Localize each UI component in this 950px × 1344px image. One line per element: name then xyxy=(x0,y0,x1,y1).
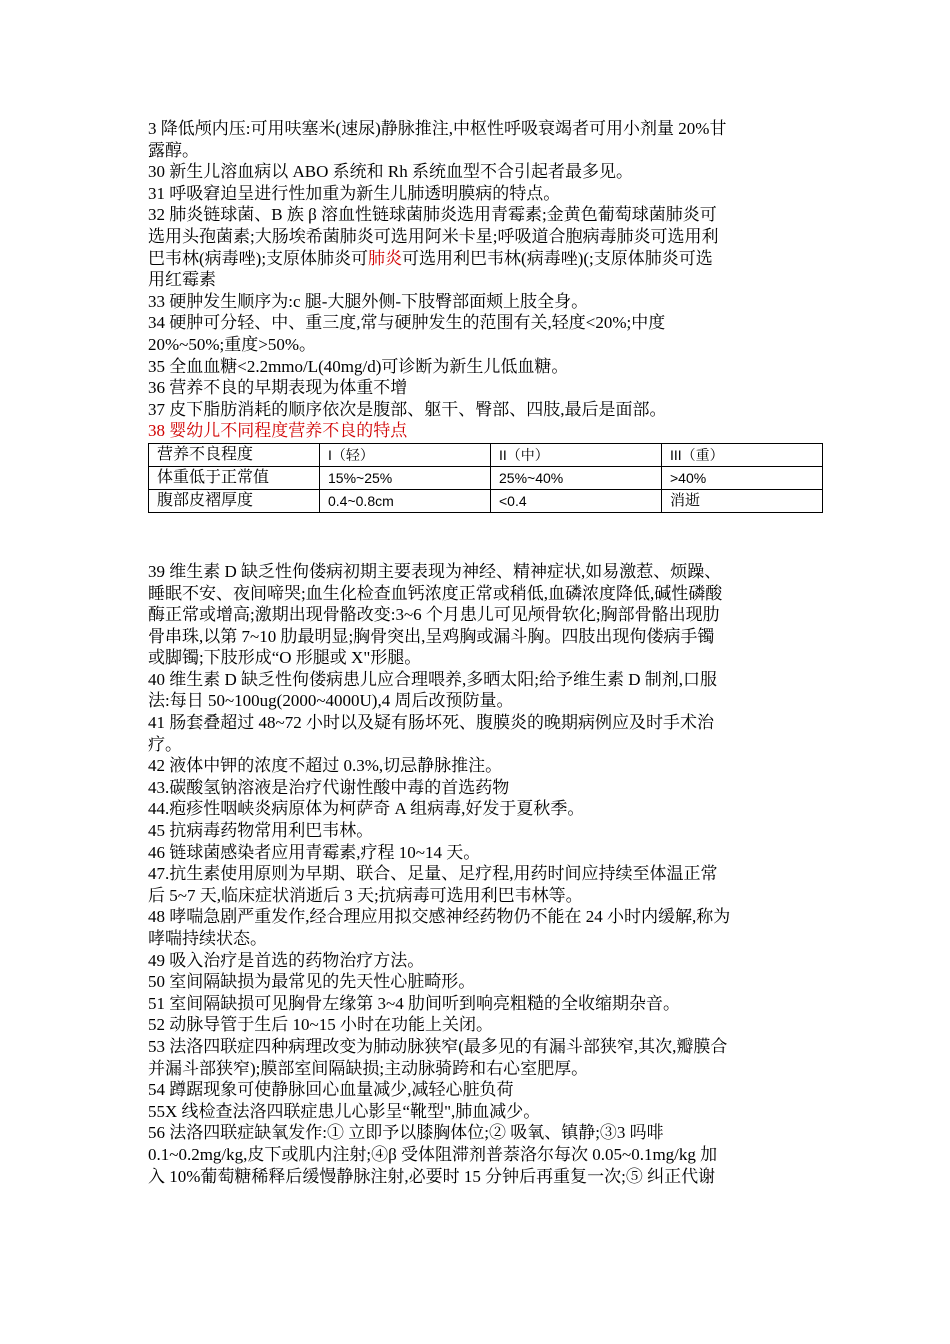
text-line: 36 营养不良的早期表现为体重不增 xyxy=(148,378,408,398)
text-line: 35 全血血糖<2.2mmo/L(40mg/d)可诊断为新生儿低血糖。 xyxy=(148,356,569,376)
text-line: 0.1~0.2mg/kg,皮下或肌内注射;④β 受体阻滞剂普萘洛尔每次 0.05~0.1mg/kg 加 xyxy=(148,1144,718,1164)
table-cell: 营养不良程度 xyxy=(149,443,320,466)
text-line: 骨串珠,以第 7~10 肋最明显;胸骨突出,呈鸡胸或漏斗胸。四肢出现佝偻病手镯 xyxy=(148,626,715,646)
text-line: 用红霉素 xyxy=(148,270,216,290)
document-page xyxy=(148,118,823,1187)
text-segment: 巴韦林(病毒唑);支原体肺炎可 xyxy=(148,248,369,268)
text-line: 32 肺炎链球菌、B 族 β 溶血性链球菌肺炎选用青霉素;金黄色葡萄球菌肺炎可 xyxy=(148,205,717,225)
table-cell: 15%~25% xyxy=(320,466,491,489)
table-cell: 消逝 xyxy=(662,489,823,512)
table-cell: 体重低于正常值 xyxy=(149,466,320,489)
text-line: 30 新生儿溶血病以 ABO 系统和 Rh 系统血型不合引起者最多见。 xyxy=(148,162,633,182)
text-line: 41 肠套叠超过 48~72 小时以及疑有肠坏死、腹膜炎的晚期病例应及时手术治 xyxy=(148,713,714,733)
text-line: 49 吸入治疗是首选的药物治疗方法。 xyxy=(148,950,425,970)
text-line: 后 5~7 天,临床症状消逝后 3 天;抗病毒可选用利巴韦林等。 xyxy=(148,885,583,905)
table-cell: III（重） xyxy=(662,443,823,466)
text-line: 39 维生素 D 缺乏性佝偻病初期主要表现为神经、精神症状,如易激惹、烦躁、 xyxy=(148,561,722,581)
table-row xyxy=(149,489,823,512)
table-row xyxy=(149,466,823,489)
malnutrition-table xyxy=(148,443,823,513)
table-row xyxy=(149,443,823,466)
text-line: 48 哮喘急剧严重发作,经合理应用拟交感神经药物仍不能在 24 小时内缓解,称为 xyxy=(148,907,731,927)
text-line: 47.抗生素使用原则为早期、联合、足量、足疗程,用药时间应持续至体温正常 xyxy=(148,864,718,884)
text-line: 53 法洛四联症四种病理改变为肺动脉狭窄(最多见的有漏斗部狭窄,其次,瓣膜合 xyxy=(148,1036,728,1056)
text-line: 33 硬肿发生顺序为:c 腿-大腿外侧-下肢臀部面颊上肢全身。 xyxy=(148,291,589,311)
highlighted-text: 肺炎 xyxy=(368,248,403,268)
text-line: 或脚镯;下肢形成“O 形腿或 X"形腿。 xyxy=(148,648,422,668)
text-line: 睡眠不安、夜间啼哭;血生化检查血钙浓度正常或稍低,血磷浓度降低,碱性磷酸 xyxy=(148,583,723,603)
text-line: 入 10%葡萄糖稀释后缓慢静脉注射,必要时 15 分钟后再重复一次;⑤ 纠正代谢 xyxy=(148,1166,716,1186)
table-cell: 0.4~0.8cm xyxy=(320,489,491,512)
text-line: 31 呼吸窘迫呈进行性加重为新生儿肺透明膜病的特点。 xyxy=(148,183,561,203)
text-line: 露醇。 xyxy=(148,140,199,160)
text-line: 56 法洛四联症缺氧发作:① 立即予以膝胸体位;② 吸氧、镇静;③3 吗啡 xyxy=(148,1123,664,1143)
text-line: 55X 线检查法洛四联症患儿心影呈“靴型",肺血减少。 xyxy=(148,1101,541,1121)
text-line: 3 降低颅内压:可用呋塞米(速尿)静脉推注,中枢性呼吸衰竭者可用小剂量 20%甘 xyxy=(148,119,727,138)
text-block-2 xyxy=(148,269,823,420)
text-line: 45 抗病毒药物常用利巴韦林。 xyxy=(148,821,374,841)
section-heading: 38 婴幼儿不同程度营养不良的特点 xyxy=(148,421,408,441)
text-segment: 可选用利巴韦林(病毒唑)(;支原体肺炎可选 xyxy=(402,248,713,268)
text-line-with-highlight xyxy=(148,248,823,270)
table-cell: 腹部皮褶厚度 xyxy=(149,489,320,512)
text-line: 44.疱疹性咽峡炎病原体为柯萨奇 A 组病毒,好发于夏秋季。 xyxy=(148,799,585,819)
text-line: 34 硬肿可分轻、中、重三度,常与硬肿发生的范围有关,轻度<20%;中度 xyxy=(148,313,666,333)
text-line: 50 室间隔缺损为最常见的先天性心脏畸形。 xyxy=(148,972,476,992)
table-cell: 25%~40% xyxy=(491,466,662,489)
table-cell: <0.4 xyxy=(491,489,662,512)
text-line: 40 维生素 D 缺乏性佝偻病患儿应合理喂养,多晒太阳;给予维生素 D 制剂,口服 xyxy=(148,669,718,689)
text-line: 52 动脉导管于生后 10~15 小时在功能上关闭。 xyxy=(148,1015,493,1035)
text-line: 哮喘持续状态。 xyxy=(148,929,267,948)
table-cell: >40% xyxy=(662,466,823,489)
text-line: 46 链球菌感染者应用青霉素,疗程 10~14 天。 xyxy=(148,842,481,862)
text-line: 54 蹲踞现象可使静脉回心血量减少,减轻心脏负荷 xyxy=(148,1080,514,1100)
text-line: 42 液体中钾的浓度不超过 0.3%,切忌静脉推注。 xyxy=(148,756,503,776)
text-block-1 xyxy=(148,118,823,248)
text-line: 法:每日 50~100ug(2000~4000U),4 周后改预防量。 xyxy=(148,691,514,711)
text-line: 37 皮下脂肪消耗的顺序依次是腹部、躯干、臀部、四肢,最后是面部。 xyxy=(148,399,667,419)
text-line: 20%~50%;重度>50%。 xyxy=(148,334,316,354)
text-line: 51 室间隔缺损可见胸骨左缘第 3~4 肋间听到响亮粗糙的全收缩期杂音。 xyxy=(148,993,680,1013)
text-line: 疗。 xyxy=(148,734,182,754)
text-line: 并漏斗部狭窄);膜部室间隔缺损;主动脉骑跨和右心室肥厚。 xyxy=(148,1058,589,1078)
text-line: 酶正常或增高;激期出现骨骼改变:3~6 个月患儿可见颅骨软化;胸部骨骼出现肋 xyxy=(148,605,720,625)
text-line: 43.碳酸氢钠溶液是治疗代谢性酸中毒的首选药物 xyxy=(148,777,510,797)
text-block-3 xyxy=(148,561,823,1187)
table-cell: II（中） xyxy=(491,443,662,466)
table-cell: I（轻） xyxy=(320,443,491,466)
text-line: 选用头孢菌素;大肠埃希菌肺炎可选用阿米卡星;呼吸道合胞病毒肺炎可选用利 xyxy=(148,226,719,246)
